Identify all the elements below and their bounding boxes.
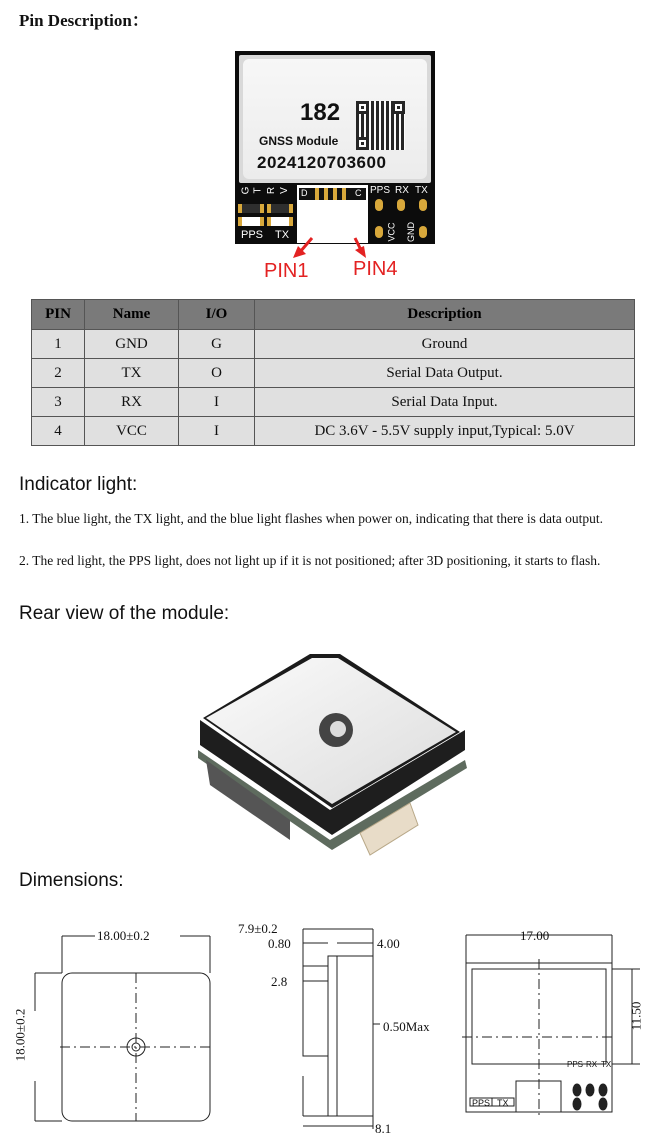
cell-description: DC 3.6V - 5.5V supply input,Typical: 5.0V bbox=[255, 417, 635, 446]
silk-rx-pad: RX bbox=[395, 185, 409, 196]
header-pin: PIN bbox=[32, 300, 85, 330]
dimensions-title: Dimensions: bbox=[19, 870, 124, 891]
silk-vcc: VCC bbox=[386, 222, 397, 242]
cell-pin: 3 bbox=[32, 388, 85, 417]
silk-g: G bbox=[240, 186, 252, 195]
table-row bbox=[32, 417, 635, 446]
table-row bbox=[32, 359, 635, 388]
silk-pps: PPS bbox=[241, 229, 264, 241]
table-header-row bbox=[32, 300, 635, 330]
pad-rx bbox=[397, 199, 405, 211]
module-rear-view-image bbox=[0, 650, 666, 870]
pin-description-title: Pin Description： bbox=[19, 11, 149, 30]
module-top-image bbox=[235, 51, 435, 244]
cell-name: TX bbox=[85, 359, 179, 388]
connector-mark-d: D bbox=[301, 188, 308, 198]
silk-tx: TX bbox=[275, 229, 290, 241]
top-height-dim: 18.00±0.2 bbox=[12, 1008, 28, 1062]
silk-r: R bbox=[266, 186, 278, 195]
cell-description: Ground bbox=[255, 330, 635, 359]
led-smd bbox=[238, 204, 264, 213]
pin-table bbox=[31, 299, 635, 446]
silk-t: T bbox=[252, 187, 264, 194]
cell-description: Serial Data Input. bbox=[255, 388, 635, 417]
silk-gnd: GND bbox=[406, 222, 416, 242]
indicator-item-2: 2. The red light, the PPS light, does not light up if it is not positioned; after 3D positioning, it starts to flash. bbox=[19, 553, 601, 568]
module-serial: 2024120703600 bbox=[257, 153, 387, 172]
table-row bbox=[32, 330, 635, 359]
cell-io: I bbox=[179, 388, 255, 417]
header-io: I/O bbox=[179, 300, 255, 330]
cell-io: O bbox=[179, 359, 255, 388]
qr-code-icon bbox=[356, 101, 405, 150]
silk-v: V bbox=[278, 187, 290, 194]
header-description: Description bbox=[255, 300, 635, 330]
resistor-smd bbox=[267, 217, 293, 226]
silk-tx-pad: TX bbox=[415, 185, 428, 196]
cell-description: Serial Data Output. bbox=[255, 359, 635, 388]
silk-pps-pad: PPS bbox=[370, 185, 391, 196]
cell-name: GND bbox=[85, 330, 179, 359]
pad-tx bbox=[419, 199, 427, 211]
header-name: Name bbox=[85, 300, 179, 330]
bottom-rx-label: RX bbox=[586, 1060, 598, 1069]
bottom-pps-label: PPS bbox=[567, 1060, 584, 1069]
top-width-dim: 18.00±0.2 bbox=[97, 928, 150, 943]
side-antenna-dim: 4.00 bbox=[377, 936, 400, 951]
side-overall-dim: 8.1 bbox=[375, 1121, 392, 1136]
side-bump-dim: 0.50Max bbox=[383, 1019, 430, 1034]
bottom-pps-silk: PPS bbox=[472, 1098, 491, 1108]
cell-name: VCC bbox=[85, 417, 179, 446]
table-row bbox=[32, 388, 635, 417]
led-smd bbox=[267, 204, 293, 213]
rear-view-title: Rear view of the module: bbox=[19, 603, 230, 624]
module-label: GNSS Module bbox=[259, 134, 339, 148]
cell-pin: 4 bbox=[32, 417, 85, 446]
cell-io: I bbox=[179, 417, 255, 446]
resistor-smd bbox=[238, 217, 264, 226]
side-pcb-dim: 0.80 bbox=[268, 936, 291, 951]
cell-io: G bbox=[179, 330, 255, 359]
indicator-light-title: Indicator light: bbox=[19, 474, 138, 495]
cell-name: RX bbox=[85, 388, 179, 417]
bottom-height-dim: 11.50 bbox=[628, 1001, 644, 1031]
side-connector-dim: 2.8 bbox=[271, 974, 288, 989]
cell-pin: 1 bbox=[32, 330, 85, 359]
cell-pin: 2 bbox=[32, 359, 85, 388]
pin4-callout: PIN4 bbox=[353, 258, 398, 280]
bottom-tx-label: TX bbox=[601, 1060, 612, 1069]
pin1-callout: PIN1 bbox=[264, 260, 309, 282]
side-total-dim: 7.9±0.2 bbox=[238, 921, 278, 936]
indicator-item-1: 1. The blue light, the TX light, and the blue light flashes when power on, indicating that there is data output. bbox=[19, 511, 604, 526]
module-model: 182 bbox=[300, 99, 341, 126]
bottom-width-dim: 17.00 bbox=[520, 928, 550, 943]
bottom-tx-silk: TX bbox=[497, 1098, 509, 1108]
callout-arrows bbox=[0, 230, 666, 290]
pad-pps bbox=[375, 199, 383, 211]
connector-mark-c: C bbox=[355, 188, 362, 198]
dimension-drawings bbox=[0, 911, 666, 1141]
